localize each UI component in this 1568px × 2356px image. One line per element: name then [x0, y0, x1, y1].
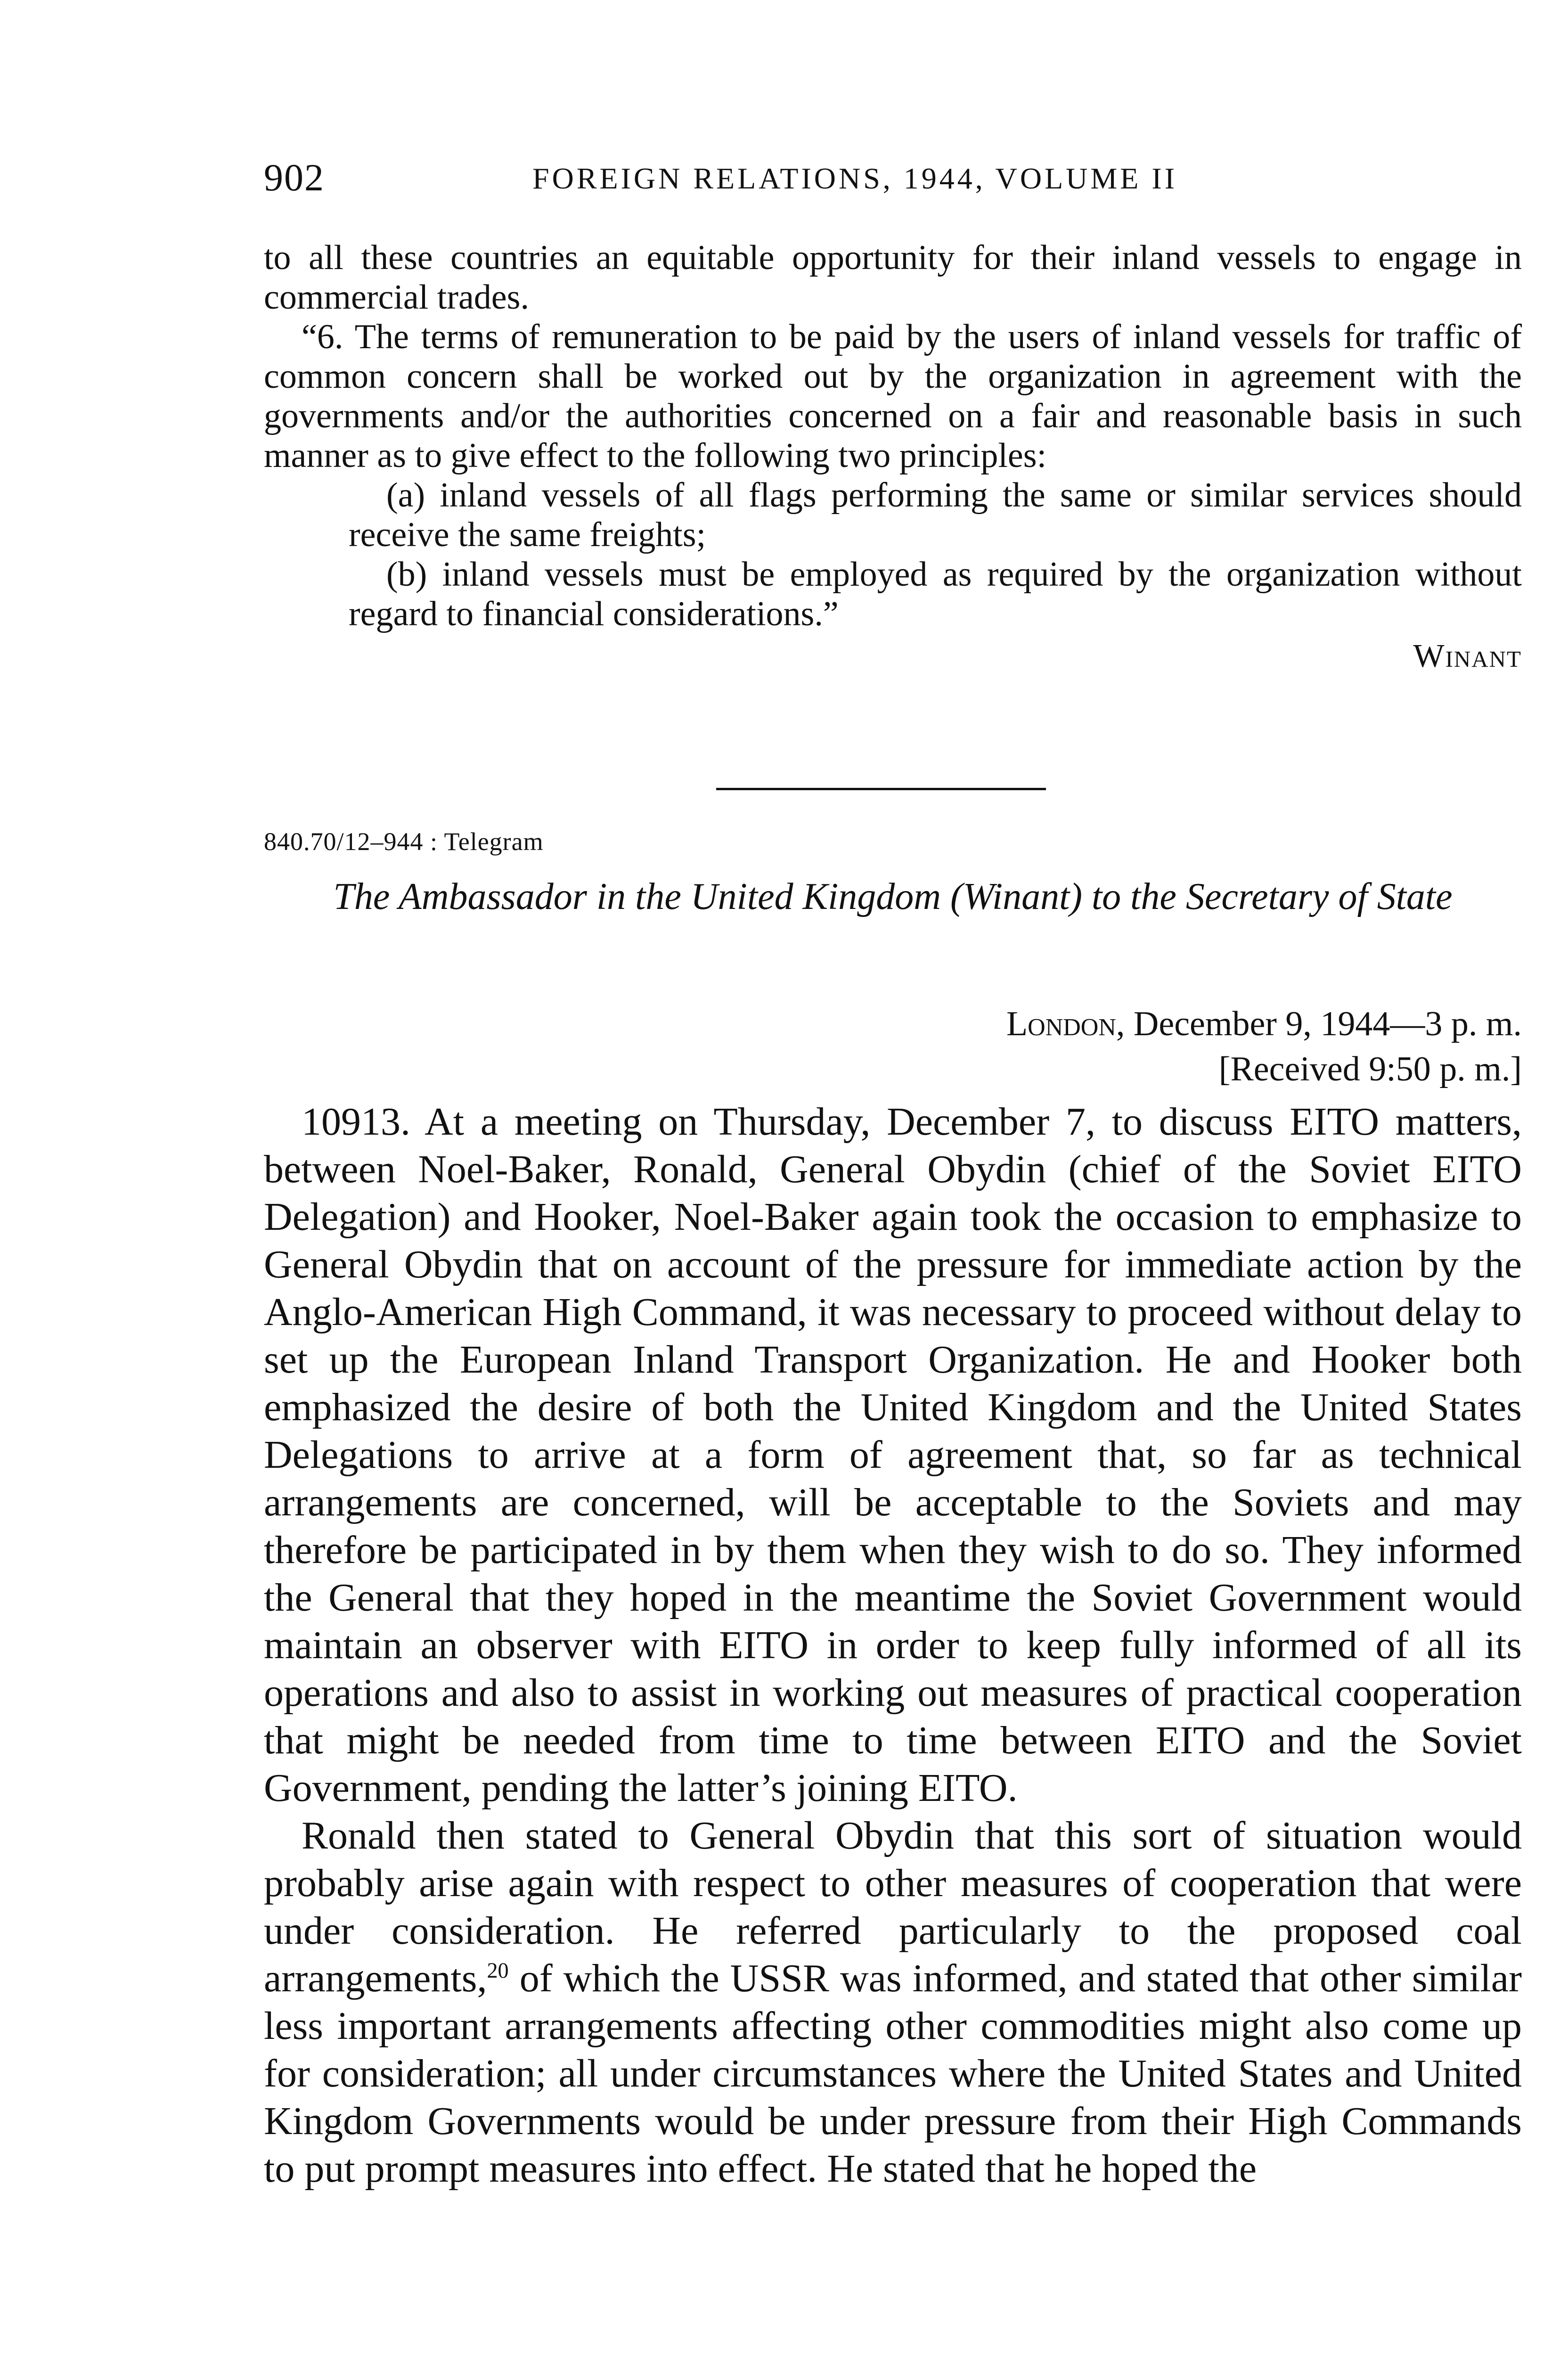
dateline — [721, 1001, 1522, 1092]
date-received: [Received 9:50 p. m.] — [1218, 1050, 1522, 1088]
place: London, — [1006, 1005, 1125, 1043]
continued-text — [264, 238, 1522, 676]
date-sent: December 9, 1944—3 p. m. — [1133, 1005, 1522, 1043]
running-title: FOREIGN RELATIONS, 1944, VOLUME II — [532, 162, 1177, 195]
document-title: The Ambassador in the United Kingdom (Winant) to the Secretary of State — [333, 876, 1453, 917]
body-paragraph-2 — [264, 1812, 1522, 2192]
date-sent-line — [721, 1001, 1522, 1047]
subpoint-a: (a) inland vessels of all flags performing the same or similar services should receive the same freights; — [349, 476, 1522, 554]
paragraph-2-text-b: of which the USSR was informed, and stated that other similar less important arrangements affecting other commodities might also come up for consideration; all under circumstances where the United States and United Kingdom Governments would be under pressure from their High Commands to put prompt measures into effect. He stated that he hoped the — [264, 1956, 1522, 2191]
signature: Winant — [1413, 638, 1522, 674]
continuation-paragraph: to all these countries an equitable opportunity for their inland vessels to engage in commercial trades. — [264, 238, 1522, 317]
file-reference: 840.70/12–944 : Telegram — [264, 827, 544, 856]
footnote-ref: 20 — [487, 1958, 509, 1982]
paragraph-2-text-a: Ronald then stated to General Obydin that this sort of situation would probably arise again with respect to other measures of cooperation that were under consideration. He referred particularly to the proposed coal arrangements, — [264, 1814, 1522, 2000]
point-6-paragraph: “6. The terms of remuneration to be paid by the users of inland vessels for traffic of common concern shall be worked out by the organization in agreement with the governments and/or the authorities concerned on a fair and reasonable basis in such manner as to give effect to the following two principles: — [264, 318, 1522, 475]
body-paragraph-1: 10913. At a meeting on Thursday, December 7, to discuss EITO matters, between Noel-Baker, Ronald, General Obydin (chief of the Soviet EITO Delegation) and Hooker, Noel-Baker again took the occasion to emphasize to General Obydin that on account of the pressure for immediate action by the Anglo-American High Command, it was necessary to proceed without delay to set up the European Inland Transport Organization. He and Hooker both emphasized the desire of both the United Kingdom and the United States Delegations to arrive at a form of agreement that, so far as technical arrangements are concerned, will be acceptable to the Soviets and may therefore be participated in by them when they wish to do so. They informed the General that they hoped in the meantime the Soviet Government would maintain an observer with EITO in order to keep fully informed of all its operations and also to assist in working out measures of practical cooperation that might be needed from time to time between EITO and the Soviet Government, pending the latter’s joining EITO. — [264, 1100, 1522, 1810]
page-number: 902 — [264, 156, 325, 199]
running-head — [264, 155, 1517, 207]
section-divider — [716, 788, 1046, 790]
subpoint-b: (b) inland vessels must be employed as required by the organization without regard to financial considerations.” — [349, 555, 1522, 633]
telegram-body — [264, 1098, 1522, 2192]
